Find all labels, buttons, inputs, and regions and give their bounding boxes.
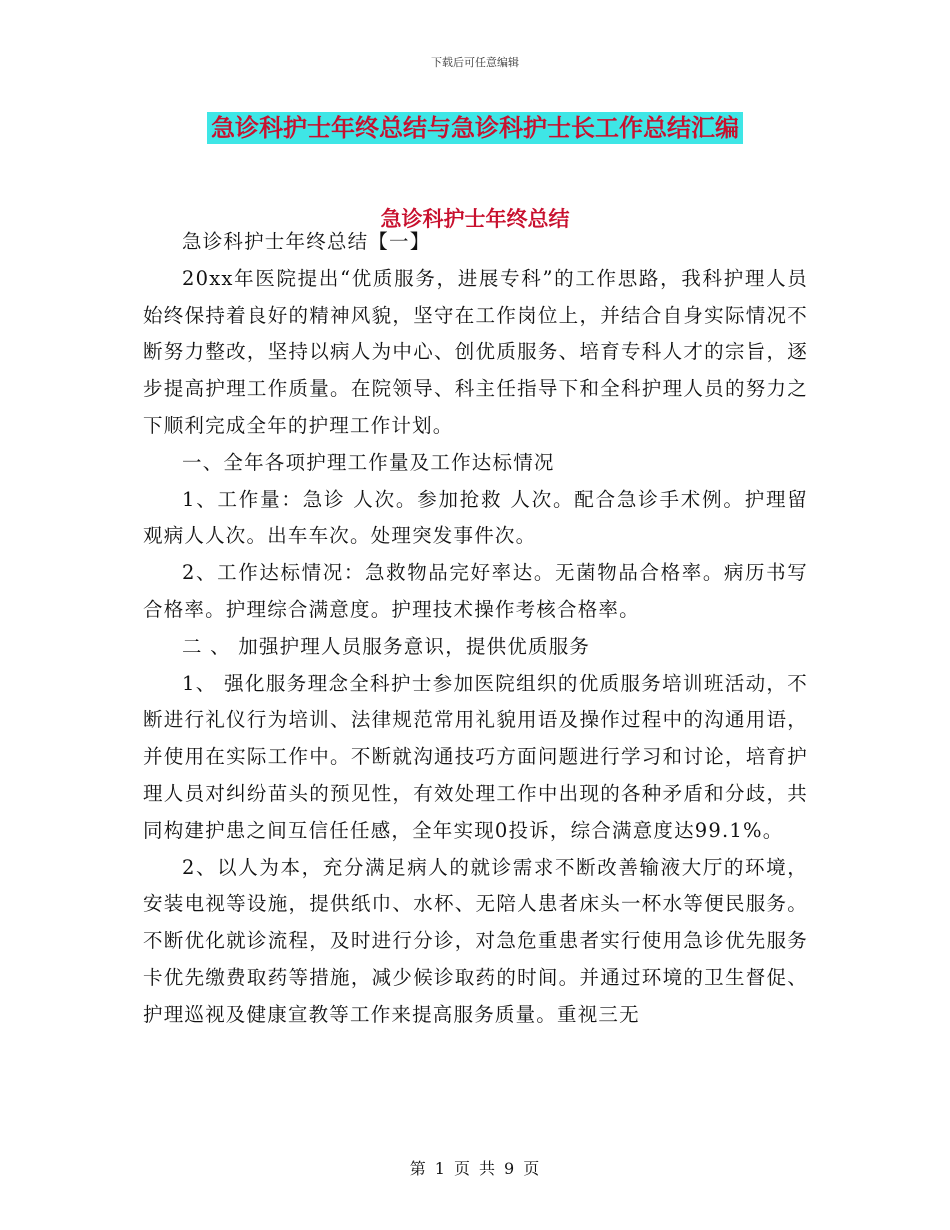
footer-label-total: 共: [479, 1159, 497, 1178]
document-body: [143, 224, 808, 1034]
paragraph-patient-centered: 2、以人为本，充分满足病人的就诊需求不断改善输液大厅的环境，安装电视等设施，提供纸巾、水杯、无陪人患者床头一杯水等便民服务。不断优化就诊流程，及时进行分诊，对急危重患者实行使用急诊优先服务卡优先缴费取药等措施，减少候诊取药的时间。并通过环境的卫生督促、护理巡视及健康宣教等工作来提高服务质量。重视三无: [143, 855, 808, 1026]
paragraph-service-concept: 1、 强化服务理念全科护士参加医院组织的优质服务培训班活动，不断进行礼仪行为培训、法律规范常用礼貌用语及操作过程中的沟通用语，并使用在实际工作中。不断就沟通技巧方面问题进行学习和讨论，培育护理人员对纠纷苗头的预见性，有效处理工作中出现的各种矛盾和分歧，共同构建护患之间互信任任感，全年实现0投诉，综合满意度达99.1%。: [143, 671, 808, 842]
paragraph-section-1-heading: 一、全年各项护理工作量及工作达标情况: [182, 450, 555, 474]
footer-label-unit-2: 页: [523, 1159, 541, 1178]
footer-label-unit: 页: [453, 1159, 471, 1178]
paragraph-workload: 1、工作量：急诊 人次。参加抢救 人次。配合急诊手术例。护理留观病人人次。出车车次。处理突发事件次。: [143, 487, 808, 548]
footer-label-page: 第: [409, 1159, 427, 1178]
page-number-footer: [0, 1156, 950, 1179]
footer-page-total: 9: [504, 1159, 516, 1178]
paragraph-heading-one: 急诊科护士年终总结【一】: [182, 230, 431, 253]
page-header-note: 下载后可任意编辑: [431, 56, 519, 69]
footer-page-current: 1: [434, 1159, 446, 1178]
paragraph-section-2-heading: 二 、 加强护理人员服务意识，提供优质服务: [182, 634, 591, 658]
paragraph-standards: 2、工作达标情况：急救物品完好率达。无菌物品合格率。病历书写合格率。护理综合满意度。护理技术操作考核合格率。: [143, 561, 808, 621]
section-title: 急诊科护士年终总结: [380, 207, 570, 231]
paragraph-intro: 20xx年医院提出“优质服务，进展专科”的工作思路，我科护理人员始终保持着良好的精神风貌，坚守在工作岗位上，并结合自身实际情况不断努力整改，坚持以病人为中心、创优质服务、培育专科人才的宗旨，逐步提高护理工作质量。在院领导、科主任指导下和全科护理人员的努力之下顺利完成全年的护理工作计划。: [143, 266, 808, 437]
document-title: 急诊科护士年终总结与急诊科护士长工作总结汇编: [207, 112, 743, 144]
